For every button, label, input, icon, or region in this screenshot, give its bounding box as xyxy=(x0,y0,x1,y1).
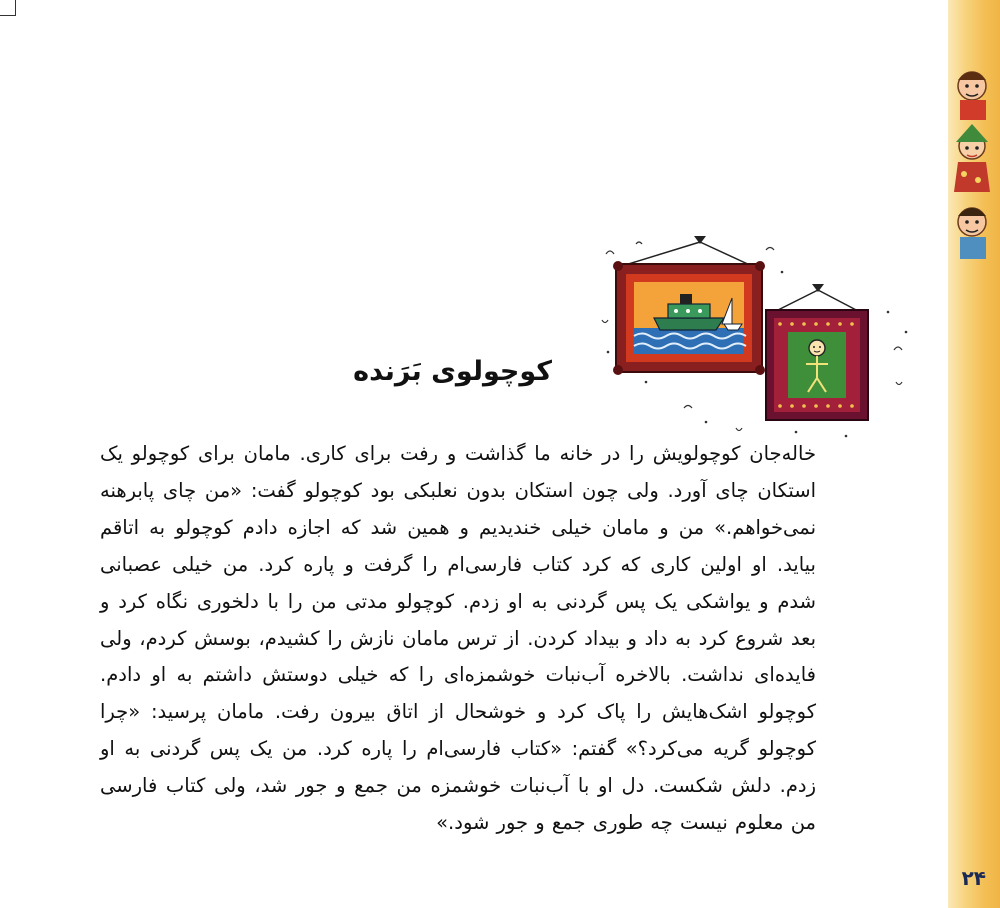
story-body: خاله‌جان کوچولویش را در خانه ما گذاشت و رفت برای کاری. مامان برای کوچولو یک استکان چای آورد. ولی چون استکان بدون نعلبکی بود کوچولو گفت: «من چای پابرهنه نمی‌خواهم.» من و مامان خیلی خندیدیم و همین شد که اجازه دادم کوچولو به اتاقم بیاید. او اولین کاری که کرد کتاب فارسی‌ام را گرفت و پاره کرد. من خیلی عصبانی شدم و یواشکی یک پس گردنی به او زدم. کوچولو مدتی من را با دلخوری نگاه کرد و بعد شروع کرد به داد و بیداد کردن. از ترس مامان نازش را کشیدم، بوسش کردم، ولی فایده‌ای نداشت. بالاخره آب‌نبات خوشمزه‌ای را که خیلی دوستش داشتم به او دادم. کوچولو اشک‌هایش را پاک کرد و خوشحال از اتاق بیرون رفت. مامان پرسید: «چرا کوچولو گریه می‌کرد؟» گفتم: «کتاب فارسی‌ام را پاره کرد. من یک پس گردنی به او زدم. دلش شکست. دل او با آب‌نبات خوشمزه من جمع و جور شد، ولی کتاب فارسی من معلوم نیست چه طوری جمع و جور شود.» xyxy=(100,442,816,835)
crop-mark xyxy=(0,0,16,16)
children-faces-icon xyxy=(950,62,998,268)
story-title: کوچولوی بَرَنده xyxy=(353,356,552,387)
framed-pictures-illustration xyxy=(596,232,914,442)
side-decoration-strip xyxy=(948,0,1000,908)
page-number: ۲۴ xyxy=(961,866,986,890)
